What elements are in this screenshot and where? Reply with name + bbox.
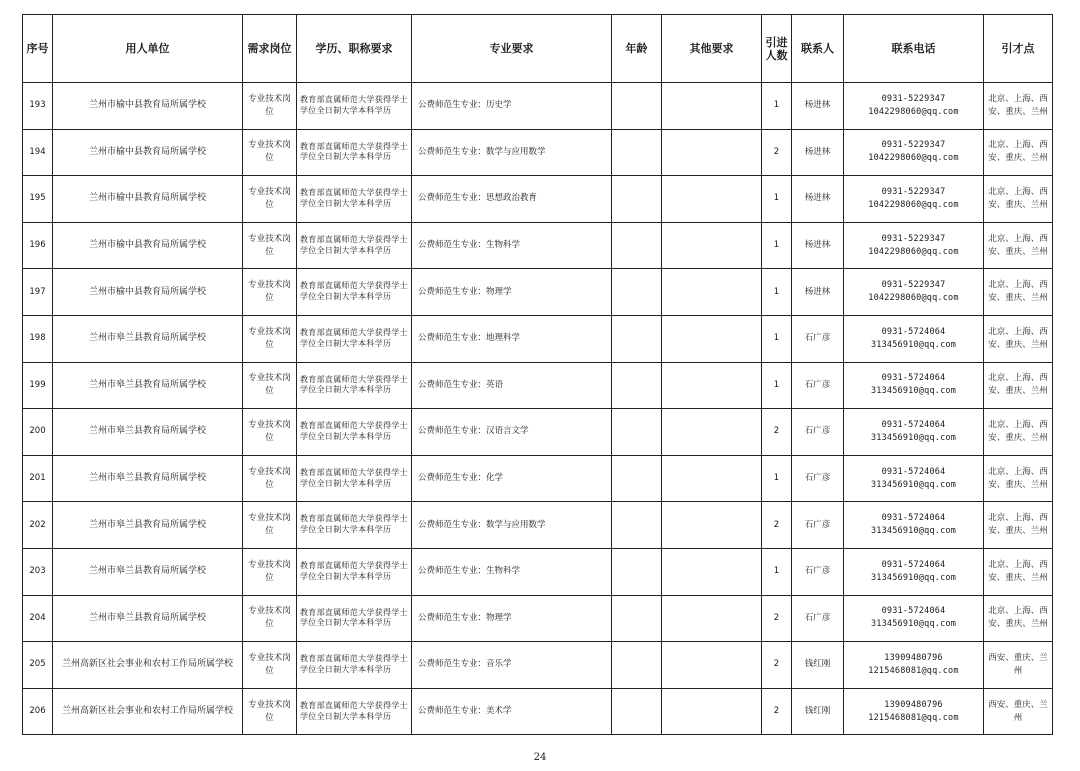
table-row xyxy=(23,222,1053,269)
row-age xyxy=(612,362,662,409)
row-phone xyxy=(844,409,984,456)
row-count: 1 xyxy=(762,269,792,316)
phone-number: 0931-5229347 xyxy=(881,233,946,244)
row-edu: 教育部直属师范大学获得学士学位全日制大学本科学历 xyxy=(297,502,412,549)
row-seq: 203 xyxy=(23,548,53,595)
phone-number: 0931-5229347 xyxy=(881,280,946,291)
header-edu: 学历、职称要求 xyxy=(297,15,412,83)
row-seq: 202 xyxy=(23,502,53,549)
row-contact: 石广彦 xyxy=(792,455,844,502)
row-post: 专业技术岗位 xyxy=(243,642,297,689)
email-address: 313456910@qq.com xyxy=(870,526,957,537)
row-city: 北京、上海、西安、重庆、兰州 xyxy=(984,548,1053,595)
row-city: 北京、上海、西安、重庆、兰州 xyxy=(984,502,1053,549)
row-contact: 杨进林 xyxy=(792,269,844,316)
row-other xyxy=(662,595,762,642)
row-city: 北京、上海、西安、重庆、兰州 xyxy=(984,176,1053,223)
row-other xyxy=(662,83,762,130)
row-unit: 兰州市皋兰县教育局所属学校 xyxy=(53,409,243,456)
row-count: 1 xyxy=(762,455,792,502)
row-city: 北京、上海、西安、重庆、兰州 xyxy=(984,595,1053,642)
header-major: 专业要求 xyxy=(412,15,612,83)
email-address: 1042298060@qq.com xyxy=(868,106,959,117)
row-unit: 兰州市皋兰县教育局所属学校 xyxy=(53,362,243,409)
row-city: 北京、上海、西安、重庆、兰州 xyxy=(984,269,1053,316)
row-other xyxy=(662,409,762,456)
table-header-row xyxy=(23,15,1053,83)
row-unit: 兰州市皋兰县教育局所属学校 xyxy=(53,548,243,595)
row-edu: 教育部直属师范大学获得学士学位全日制大学本科学历 xyxy=(297,362,412,409)
row-contact: 钱红刚 xyxy=(792,642,844,689)
phone-number: 13909480796 xyxy=(884,652,943,663)
row-seq: 198 xyxy=(23,315,53,362)
row-count: 2 xyxy=(762,129,792,176)
table-row xyxy=(23,502,1053,549)
row-edu: 教育部直属师范大学获得学士学位全日制大学本科学历 xyxy=(297,642,412,689)
row-post: 专业技术岗位 xyxy=(243,222,297,269)
row-unit: 兰州市榆中县教育局所属学校 xyxy=(53,83,243,130)
row-contact: 杨进林 xyxy=(792,176,844,223)
row-post: 专业技术岗位 xyxy=(243,362,297,409)
row-city: 北京、上海、西安、重庆、兰州 xyxy=(984,409,1053,456)
row-unit: 兰州市榆中县教育局所属学校 xyxy=(53,222,243,269)
row-city: 北京、上海、西安、重庆、兰州 xyxy=(984,315,1053,362)
row-major: 公费师范生专业：历史学 xyxy=(412,83,612,130)
row-other xyxy=(662,455,762,502)
row-seq: 205 xyxy=(23,642,53,689)
page-number: 24 xyxy=(533,752,547,763)
row-phone xyxy=(844,83,984,130)
row-contact: 石广彦 xyxy=(792,595,844,642)
row-post: 专业技术岗位 xyxy=(243,688,297,735)
row-seq: 204 xyxy=(23,595,53,642)
row-major: 公费师范生专业：物理学 xyxy=(412,269,612,316)
phone-number: 0931-5724064 xyxy=(881,606,946,617)
row-age xyxy=(612,409,662,456)
row-seq: 194 xyxy=(23,129,53,176)
row-city: 北京、上海、西安、重庆、兰州 xyxy=(984,129,1053,176)
row-seq: 199 xyxy=(23,362,53,409)
row-unit: 兰州市榆中县教育局所属学校 xyxy=(53,129,243,176)
row-major: 公费师范生专业：数学与应用数学 xyxy=(412,502,612,549)
table-row xyxy=(23,129,1053,176)
row-city: 北京、上海、西安、重庆、兰州 xyxy=(984,455,1053,502)
row-unit: 兰州市皋兰县教育局所属学校 xyxy=(53,455,243,502)
table-body xyxy=(23,83,1053,735)
phone-number: 0931-5724064 xyxy=(881,466,946,477)
row-edu: 教育部直属师范大学获得学士学位全日制大学本科学历 xyxy=(297,595,412,642)
row-phone xyxy=(844,222,984,269)
row-unit: 兰州市皋兰县教育局所属学校 xyxy=(53,595,243,642)
row-city: 北京、上海、西安、重庆、兰州 xyxy=(984,83,1053,130)
phone-number: 13909480796 xyxy=(884,699,943,710)
row-edu: 教育部直属师范大学获得学士学位全日制大学本科学历 xyxy=(297,222,412,269)
email-address: 313456910@qq.com xyxy=(870,619,957,630)
row-major: 公费师范生专业：美术学 xyxy=(412,688,612,735)
row-contact: 石广彦 xyxy=(792,315,844,362)
row-seq: 197 xyxy=(23,269,53,316)
row-phone xyxy=(844,502,984,549)
row-count: 2 xyxy=(762,409,792,456)
phone-number: 0931-5229347 xyxy=(881,140,946,151)
row-count: 1 xyxy=(762,548,792,595)
row-contact: 石广彦 xyxy=(792,362,844,409)
row-major: 公费师范生专业：音乐学 xyxy=(412,642,612,689)
row-edu: 教育部直属师范大学获得学士学位全日制大学本科学历 xyxy=(297,455,412,502)
table-row xyxy=(23,362,1053,409)
row-count: 1 xyxy=(762,315,792,362)
row-seq: 196 xyxy=(23,222,53,269)
email-address: 313456910@qq.com xyxy=(870,572,957,583)
row-major: 公费师范生专业：地理科学 xyxy=(412,315,612,362)
header-phone: 联系电话 xyxy=(844,15,984,83)
row-other xyxy=(662,548,762,595)
row-contact: 钱红刚 xyxy=(792,688,844,735)
row-age xyxy=(612,642,662,689)
row-contact: 石广彦 xyxy=(792,409,844,456)
recruitment-table-container xyxy=(22,14,1053,735)
row-post: 专业技术岗位 xyxy=(243,176,297,223)
header-seq: 序号 xyxy=(23,15,53,83)
row-count: 2 xyxy=(762,642,792,689)
row-age xyxy=(612,688,662,735)
row-age xyxy=(612,548,662,595)
phone-number: 0931-5229347 xyxy=(881,186,946,197)
row-unit: 兰州市榆中县教育局所属学校 xyxy=(53,176,243,223)
row-seq: 201 xyxy=(23,455,53,502)
row-post: 专业技术岗位 xyxy=(243,315,297,362)
header-age: 年龄 xyxy=(612,15,662,83)
row-phone xyxy=(844,129,984,176)
email-address: 1042298060@qq.com xyxy=(868,199,959,210)
table-row xyxy=(23,176,1053,223)
email-address: 1042298060@qq.com xyxy=(868,153,959,164)
phone-number: 0931-5724064 xyxy=(881,513,946,524)
row-age xyxy=(612,455,662,502)
row-seq: 206 xyxy=(23,688,53,735)
row-other xyxy=(662,176,762,223)
row-edu: 教育部直属师范大学获得学士学位全日制大学本科学历 xyxy=(297,315,412,362)
row-contact: 杨进林 xyxy=(792,129,844,176)
row-age xyxy=(612,129,662,176)
email-address: 1215468081@qq.com xyxy=(868,665,959,676)
row-major: 公费师范生专业：物理学 xyxy=(412,595,612,642)
email-address: 313456910@qq.com xyxy=(870,432,957,443)
row-city: 北京、上海、西安、重庆、兰州 xyxy=(984,222,1053,269)
row-count: 2 xyxy=(762,688,792,735)
row-major: 公费师范生专业：化学 xyxy=(412,455,612,502)
row-seq: 193 xyxy=(23,83,53,130)
email-address: 313456910@qq.com xyxy=(870,479,957,490)
row-edu: 教育部直属师范大学获得学士学位全日制大学本科学历 xyxy=(297,269,412,316)
row-count: 1 xyxy=(762,362,792,409)
row-major: 公费师范生专业：汉语言文学 xyxy=(412,409,612,456)
row-edu: 教育部直属师范大学获得学士学位全日制大学本科学历 xyxy=(297,129,412,176)
header-other: 其他要求 xyxy=(662,15,762,83)
row-age xyxy=(612,222,662,269)
row-count: 1 xyxy=(762,222,792,269)
row-count: 2 xyxy=(762,595,792,642)
header-contact: 联系人 xyxy=(792,15,844,83)
row-unit: 兰州市皋兰县教育局所属学校 xyxy=(53,502,243,549)
row-contact: 石广彦 xyxy=(792,502,844,549)
phone-number: 0931-5724064 xyxy=(881,419,946,430)
email-address: 1042298060@qq.com xyxy=(868,246,959,257)
row-age xyxy=(612,595,662,642)
row-phone xyxy=(844,362,984,409)
row-major: 公费师范生专业：生物科学 xyxy=(412,222,612,269)
row-phone xyxy=(844,315,984,362)
table-row xyxy=(23,409,1053,456)
row-other xyxy=(662,315,762,362)
recruitment-table xyxy=(22,14,1053,735)
row-edu: 教育部直属师范大学获得学士学位全日制大学本科学历 xyxy=(297,688,412,735)
table-row xyxy=(23,315,1053,362)
row-phone xyxy=(844,688,984,735)
row-other xyxy=(662,688,762,735)
phone-number: 0931-5724064 xyxy=(881,326,946,337)
row-post: 专业技术岗位 xyxy=(243,129,297,176)
row-phone xyxy=(844,455,984,502)
row-post: 专业技术岗位 xyxy=(243,83,297,130)
row-post: 专业技术岗位 xyxy=(243,502,297,549)
row-unit: 兰州市榆中县教育局所属学校 xyxy=(53,269,243,316)
row-age xyxy=(612,269,662,316)
row-major: 公费师范生专业：英语 xyxy=(412,362,612,409)
table-row xyxy=(23,455,1053,502)
row-count: 1 xyxy=(762,83,792,130)
row-city: 西安、重庆、兰州 xyxy=(984,642,1053,689)
row-phone xyxy=(844,548,984,595)
row-edu: 教育部直属师范大学获得学士学位全日制大学本科学历 xyxy=(297,83,412,130)
table-row xyxy=(23,688,1053,735)
row-major: 公费师范生专业：数学与应用数学 xyxy=(412,129,612,176)
email-address: 1215468081@qq.com xyxy=(868,712,959,723)
row-major: 公费师范生专业：生物科学 xyxy=(412,548,612,595)
table-row xyxy=(23,595,1053,642)
email-address: 313456910@qq.com xyxy=(870,339,957,350)
row-other xyxy=(662,362,762,409)
phone-number: 0931-5724064 xyxy=(881,559,946,570)
header-count: 引进人数 xyxy=(762,15,792,83)
row-other xyxy=(662,269,762,316)
row-count: 2 xyxy=(762,502,792,549)
row-post: 专业技术岗位 xyxy=(243,269,297,316)
row-contact: 杨进林 xyxy=(792,83,844,130)
row-other xyxy=(662,222,762,269)
row-other xyxy=(662,642,762,689)
row-major: 公费师范生专业：思想政治教育 xyxy=(412,176,612,223)
row-age xyxy=(612,315,662,362)
row-age xyxy=(612,176,662,223)
row-seq: 200 xyxy=(23,409,53,456)
row-post: 专业技术岗位 xyxy=(243,595,297,642)
row-unit: 兰州高新区社会事业和农村工作局所属学校 xyxy=(53,688,243,735)
row-phone xyxy=(844,642,984,689)
row-phone xyxy=(844,176,984,223)
header-unit: 用人单位 xyxy=(53,15,243,83)
row-count: 1 xyxy=(762,176,792,223)
table-row xyxy=(23,642,1053,689)
row-post: 专业技术岗位 xyxy=(243,548,297,595)
row-post: 专业技术岗位 xyxy=(243,455,297,502)
header-post: 需求岗位 xyxy=(243,15,297,83)
row-city: 西安、重庆、兰州 xyxy=(984,688,1053,735)
phone-number: 0931-5724064 xyxy=(881,373,946,384)
row-phone xyxy=(844,269,984,316)
row-city: 北京、上海、西安、重庆、兰州 xyxy=(984,362,1053,409)
email-address: 1042298060@qq.com xyxy=(868,293,959,304)
row-unit: 兰州市皋兰县教育局所属学校 xyxy=(53,315,243,362)
row-edu: 教育部直属师范大学获得学士学位全日制大学本科学历 xyxy=(297,176,412,223)
row-contact: 石广彦 xyxy=(792,548,844,595)
row-post: 专业技术岗位 xyxy=(243,409,297,456)
email-address: 313456910@qq.com xyxy=(870,386,957,397)
row-edu: 教育部直属师范大学获得学士学位全日制大学本科学历 xyxy=(297,548,412,595)
phone-number: 0931-5229347 xyxy=(881,93,946,104)
header-city: 引才点 xyxy=(984,15,1053,83)
row-unit: 兰州高新区社会事业和农村工作局所属学校 xyxy=(53,642,243,689)
table-row xyxy=(23,269,1053,316)
row-edu: 教育部直属师范大学获得学士学位全日制大学本科学历 xyxy=(297,409,412,456)
table-row xyxy=(23,548,1053,595)
row-other xyxy=(662,502,762,549)
row-phone xyxy=(844,595,984,642)
row-other xyxy=(662,129,762,176)
table-row xyxy=(23,83,1053,130)
row-seq: 195 xyxy=(23,176,53,223)
row-age xyxy=(612,83,662,130)
row-age xyxy=(612,502,662,549)
row-contact: 杨进林 xyxy=(792,222,844,269)
